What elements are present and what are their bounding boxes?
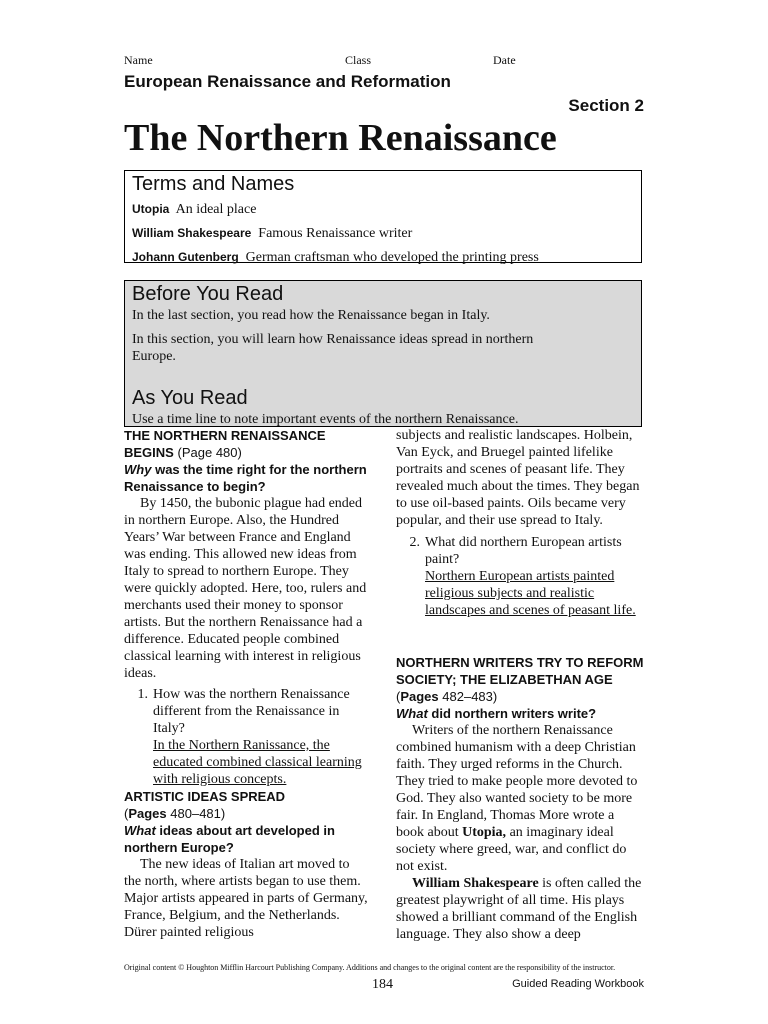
copyright-notice: Original content © Houghton Mifflin Harcourt Publishing Company. Additions and changes to the original content are the responsibility of the instructor. [124,963,616,972]
page-title: The Northern Renaissance [124,117,557,159]
page-ref: 480–481 [170,806,221,821]
review-question: 2. What did northern European artists paint? Northern European artists painted religious subjects and realistic landscapes and scenes of peasant life. [396,534,644,619]
term-definition: Famous Renaissance writer [258,226,413,241]
page-label: Page [181,445,213,460]
term-item [132,248,634,267]
question-text: What did northern European artists paint? [425,535,622,567]
right-column [396,427,644,943]
page-number: 184 [372,977,393,992]
guiding-question: What ideas about art developed in northern Europe? [124,823,335,855]
before-paragraph-1: In the last section, you read how the Renaissance began in Italy. [132,308,490,323]
answer-text: Northern European artists painted religious subjects and realistic landscapes and scenes of peasant life. [425,569,636,618]
left-column [124,427,370,941]
answer-text: In the Northern Ranissance, the educated combined classical learning with religious concepts. [153,738,362,787]
page-ref: 482–483 [442,689,493,704]
workbook-label: Guided Reading Workbook [512,978,644,990]
terms-heading: Terms and Names [132,173,295,195]
body-paragraph: subjects and realistic landscapes. Holbein, Van Eyck, and Bruegel painted lifelike portraits and scenes of peasant life. They revealed much about the times. They began to use oil-based paints. Oils became very popular, and their use spread to Italy. [396,428,640,528]
name-label: Name [124,53,153,67]
term-item [132,200,634,219]
page-ref: 480 [215,445,238,460]
term-definition: German craftsman who developed the printing press [245,250,539,265]
class-label: Class [345,53,372,67]
body-paragraph: Writers of the northern Renaissance combined humanism with a deep Christian faith. They urged reforms in the Church. They tried to make people more devoted to God. They also wanted society to be more fair. In England, Thomas More wrote a book about Utopia, an imaginary ideal society where greed, war, and conflict do not exist. [396,723,638,874]
term-name: Johann Gutenberg [132,250,239,264]
body-paragraph: The new ideas of Italian art moved to the north, where artists began to use them. Major artists appeared in parts of Germany, France, Belgium, and the Netherlands. Dürer painted religious [124,857,368,940]
page-label: Pages [400,689,439,704]
guiding-question: Why was the time right for the northern Renaissance to begin? [124,462,367,494]
page-label: Pages [128,806,167,821]
term-item [132,224,634,243]
guiding-question: What did northern writers write? [396,706,597,721]
as-you-read-heading: As You Read [132,387,248,409]
before-paragraph-2: In this section, you will learn how Renaissance ideas spread in northern Europe. [132,332,534,364]
date-label: Date [493,53,516,67]
body-paragraph: By 1450, the bubonic plague had ended in northern Europe. Also, the Hundred Years’ War between France and England was ending. This allowed new ideas from Italy to spread to northern Europe. They were quickly adopted. Here, too, rulers and merchants used their money to sponsor artists. But the northern Renaissance had a difference. Educated people combined classical learning with interest in religious ideas. [124,496,367,681]
section-label: Section 2 [568,96,644,115]
before-you-read-box [124,280,642,427]
unit-title: European Renaissance and Reformation [124,72,451,91]
before-heading: Before You Read [132,283,284,305]
term-name: Utopia [132,202,170,216]
term-definition: An ideal place [175,202,257,217]
question-text: How was the northern Renaissance different from the Renaissance in Italy? [153,687,350,736]
terms-box [124,170,642,263]
section-heading: NORTHERN WRITERS TRY TO REFORM SOCIETY; THE ELIZABETHAN AGE (Pages 482–483) [396,655,644,704]
body-paragraph: William Shakespeare is often called the greatest playwright of all time. His plays showed a brilliant command of the English language. They also show a deep [396,876,642,942]
section-heading: THE NORTHERN RENAISSANCE BEGINS (Page 480) [124,428,326,460]
as-you-read-text: Use a time line to note important events of the northern Renaissance. [132,412,519,427]
section-heading: ARTISTIC IDEAS SPREAD (Pages 480–481) [124,789,286,821]
review-question: 1. How was the northern Renaissance different from the Renaissance in Italy? In the Northern Ranissance, the educated combined classical learning with religious concepts. [124,686,370,788]
term-name: William Shakespeare [132,226,252,240]
